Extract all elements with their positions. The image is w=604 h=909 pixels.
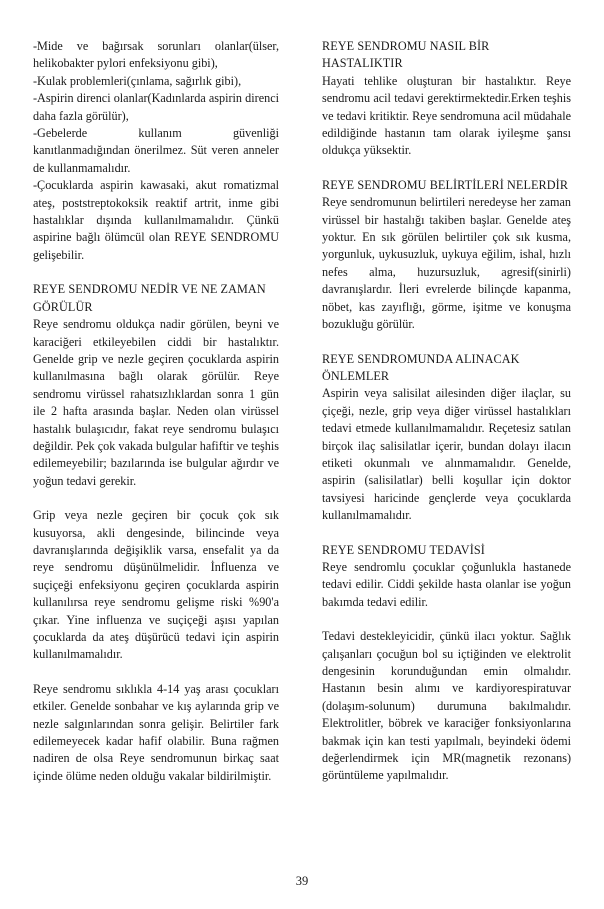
section-heading-how: REYE SENDROMU NASIL BİR HASTALIKTIR — [322, 39, 490, 71]
section-body-precautions: Aspirin veya salisilat ailesinden diğer ilaçlar, su çiçeği, nezle, grip veya diğer virüssel hastalıkları tedavi etmede kullanılmamalıdır. Reçetesiz satılan birçok ilaç salisilatlar içerir, bundan dolayı ilacın etiketi okunmalı ve alınmamalıdır. Genelde, aspirin (salisilatlar) belli koşullar için doktor tavsiyesi haricinde gençlerde veya çocuklarda kullanılmamalıdır. — [322, 386, 571, 523]
right-column — [322, 38, 571, 785]
intro-line-4: -Gebelerde kullanım güvenliği kanıtlanmadığından önerilmez. Süt veren anneler de kullanmamalıdır. — [33, 126, 279, 175]
left-column — [33, 38, 279, 785]
spacer — [322, 160, 571, 177]
spacer — [33, 264, 279, 281]
section-body-symptoms: Reye sendromunun belirtileri neredeyse her zaman virüssel bir hastalığı takiben başlar. Genelde ateş yoktur. En sık görülen belirtiler çok sık kusma, yorgunluk, uykusuzluk, uykuya eğilim, ishal, hızlı nefes alma, huzursuzluk, agresif(sinirli) davranışlardır. İleri evrelerde bilinçde kapanma, nöbet, kas zayıflığı, görme, işitme ve konuşma bozukluğu görülür. — [322, 195, 571, 332]
intro-line-3: -Aspirin direnci olanlar(Kadınlarda aspirin direnci daha fazla görülür), — [33, 91, 279, 123]
spacer — [322, 611, 571, 628]
section-heading-symptoms: REYE SENDROMU BELİRTİLERİ NELERDİR — [322, 177, 569, 192]
section-heading-treatment: REYE SENDROMU TEDAVİSİ — [322, 542, 485, 557]
spacer — [33, 490, 279, 507]
paragraph-3: Reye sendromu sıklıkla 4-14 yaş arası çocukları etkiler. Genelde sonbahar ve kış aylarında grip ve nezle salgınlarından sonra gelişir. Belirtiler fark edilemeyecek kadar hafif olabilir. Buna rağmen nadiren de olsa Reye sendromunun birkaç saat içinde ölüme neden olduğu vakalar bildirilmiştir. — [33, 681, 279, 783]
section-body-when: Reye sendromu oldukça nadir görülen, beyni ve karaciğeri etkileyebilen ciddi bir hastalıktır. Genelde grip ve nezle geçiren çocuklarda aspirin kullanılmasına bağlı olarak görülür. Reye sendromu virüssel rahatsızlıklardan sonra 1 gün ile 2 hafta arasında başlar. Neden olan virüssel hastalık bulaşıcıdır, fakat reye sendromu bulaşıcı değildir. Pek çok vakada bulgular hafiftir ve teşhis edilemeyebilir; bazılarında ise bulgular ağırdır ve yoğun tedavi gerekir. — [33, 317, 279, 488]
spacer — [33, 664, 279, 681]
intro-line-1: -Mide ve bağırsak sorunları olanlar(ülser, helikobakter pylori enfeksiyonu gibi), — [33, 39, 279, 71]
section-body-how: Hayati tehlike oluşturan bir hastalıktır. Reye sendromu acil tedavi gerektirmektedir.Erken teşhis ve tedavi kritiktir. Reye sendromuna acil müdahale edildiğinde hastanın tam olarak iyileşme şansı oldukça yüksektir. — [322, 73, 571, 158]
paragraph-final: Tedavi destekleyicidir, çünkü ilacı yoktur. Sağlık çalışanları çocuğun bol su içtiğinden ve elektrolit dengesinin korunduğundan emin olmalıdır. Hastanın besin alımı ve kardiyorespiratuvar (dolaşım-solunum) durumuna bakılmalıdır. Elektrolitler, böbrek ve karaciğer fonksiyonlarına bakmak için kan testi yapılmalı, beyindeki ödemi değerlendirmek için MR(magnetik rezonans) görüntüleme yapılmalıdır. — [322, 629, 571, 783]
spacer — [322, 334, 571, 351]
intro-line-2: -Kulak problemleri(çınlama, sağırlık gibi), — [33, 73, 242, 88]
section-heading-precautions: REYE SENDROMUNDA ALINACAK ÖNLEMLER — [322, 351, 520, 383]
section-heading-when: REYE SENDROMU NEDİR VE NE ZAMAN GÖRÜLÜR — [33, 282, 266, 314]
spacer — [322, 525, 571, 542]
section-body-treatment: Reye sendromlu çocuklar çoğunlukla hastanede tedavi edilir. Ciddi şekilde hasta olanlar ise yoğun bakımda tedavi edilir. — [322, 559, 571, 609]
paragraph-2: Grip veya nezle geçiren bir çocuk çok sık kusuyorsa, akli dengesinde, bilincinde veya davranışlarında değişiklik varsa, ensefalit ya da reye sendromu düşünülmelidir. İnfluenza ve suçiçeği enfeksiyonu geçiren çocuklarda aspirin kullanılırsa reye sendromu gelişme riski %90'a çıkar. Yine influenza ve suçiçeği aşısı yapılan çocuklarda da ateş düşürücü tedavi için aspirin kullanılmamalıdır. — [33, 508, 279, 662]
intro-line-5: -Çocuklarda aspirin kawasaki, akut romatizmal ateş, poststreptokoksik reaktif artrit, inme gibi hastalıklar dışında kullanılmamalıdır. Çünkü aspirine bağlı ölümcül olan REYE SENDROMU gelişebilir. — [33, 178, 279, 262]
page-number: 39 — [295, 874, 309, 888]
